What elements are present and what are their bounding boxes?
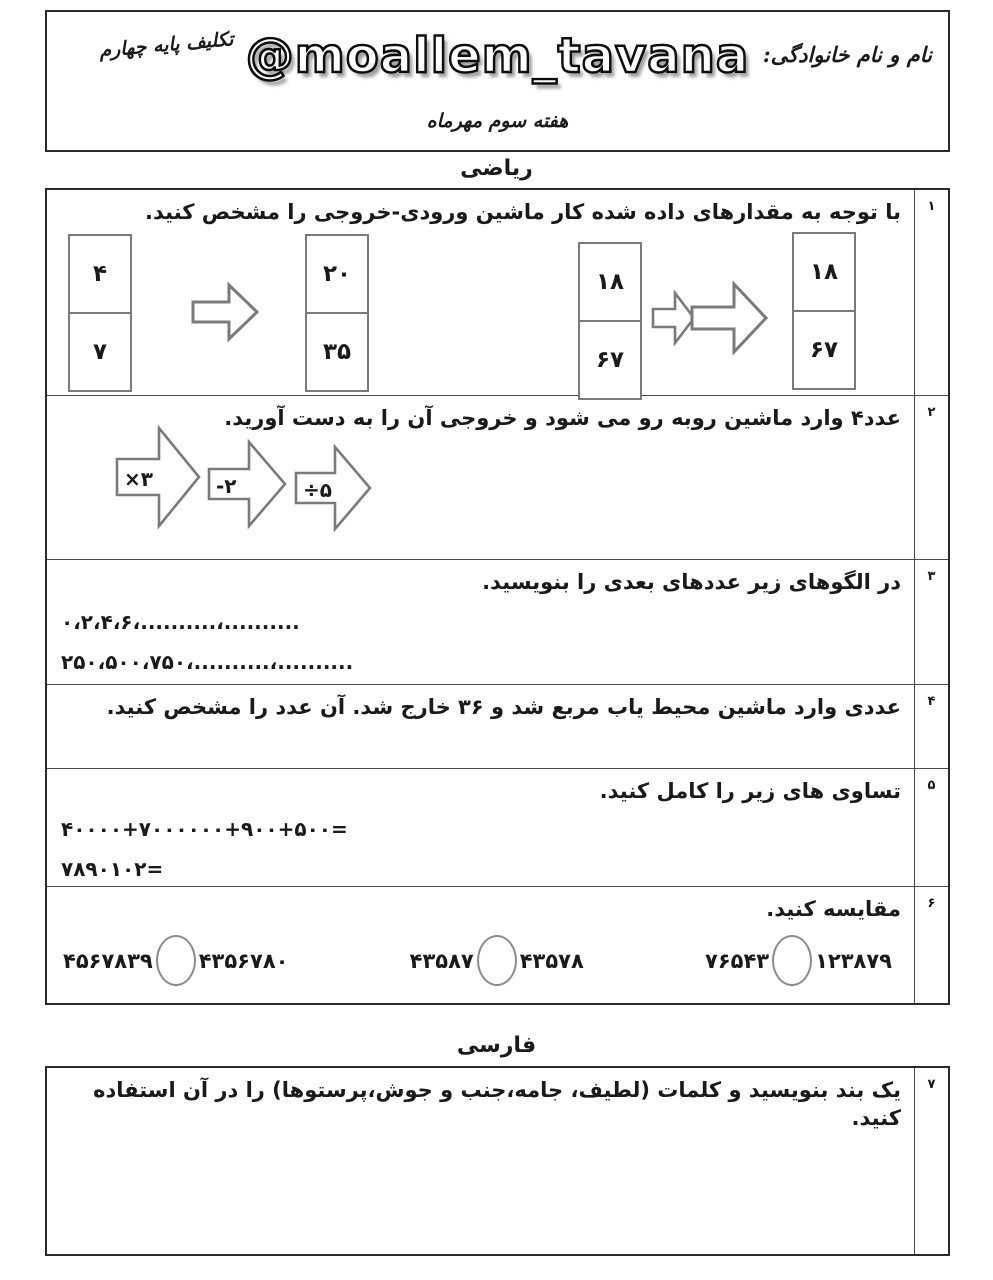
brand-watermark: @moallem_tavana xyxy=(245,28,750,84)
comparison-pair xyxy=(63,935,288,986)
question-row-6 xyxy=(47,886,948,1003)
question-7-text: یک بند بنویسید و کلمات (لطیف، جامه،جنب و جوش،پرستوها) را در آن استفاده کنید. xyxy=(93,1078,901,1131)
question-2-number: ۲ xyxy=(914,396,948,559)
machine2-output-cell: ۱۸ xyxy=(792,232,856,312)
question-4-content xyxy=(47,685,914,768)
operation-arrow-minus xyxy=(207,438,287,534)
math-question-table xyxy=(45,188,950,1005)
question-4-number: ۴ xyxy=(914,685,948,768)
comparison-number: ۴۳۵۶۷۸۰ xyxy=(198,948,289,973)
equation-line-1: ۴۰۰۰۰+۷۰۰۰۰۰۰+۹۰۰+۵۰۰= xyxy=(61,817,348,841)
question-6-text: مقایسه کنید. xyxy=(766,897,901,921)
machine1-input-stack xyxy=(68,234,132,392)
machine1-input-cell: ۴ xyxy=(68,234,132,314)
question-7-number: ۷ xyxy=(914,1068,948,1254)
math-section-title: ریاضی xyxy=(460,156,533,181)
number-pattern-1: ۰،۲،۴،۶،..........،.......... xyxy=(61,610,300,634)
question-2-content xyxy=(47,396,914,559)
question-3-text: در الگوهای زیر عددهای بعدی را بنویسید. xyxy=(482,570,901,594)
machine2-input-cell: ۶۷ xyxy=(578,320,642,400)
number-pattern-2: ۲۵۰،۵۰۰،۷۵۰،..........،.......... xyxy=(61,650,354,674)
question-1-content xyxy=(47,190,914,395)
machine2-arrow-icon xyxy=(690,280,768,360)
comparison-answer-circle xyxy=(477,935,517,986)
machine1-output-stack xyxy=(305,234,369,392)
machine1-output-cell: ۳۵ xyxy=(305,312,369,392)
machine1-input-cell: ۷ xyxy=(68,312,132,392)
operation-label: ×۳ xyxy=(124,467,153,491)
equation-line-2: ۷۸۹۰۱۰۲= xyxy=(61,857,164,881)
operation-label: ÷۵ xyxy=(303,478,332,502)
comparison-number: ۷۶۵۴۳ xyxy=(705,948,770,973)
comparison-pair xyxy=(410,935,584,986)
comparison-line xyxy=(63,935,892,986)
question-1-text: با توجه به مقدارهای داده شده کار ماشین ورودی-خروجی را مشخص کنید. xyxy=(145,200,901,224)
comparison-number: ۱۲۳۸۷۹ xyxy=(815,948,892,973)
week-subtitle: هفته سوم مهرماه xyxy=(426,110,569,132)
question-3-content xyxy=(47,560,914,684)
question-row-2 xyxy=(47,395,948,559)
question-4-text: عددی وارد ماشین محیط یاب مربع شد و ۳۶ خارج شد. آن عدد را مشخص کنید. xyxy=(106,695,901,719)
operation-arrow-multiply xyxy=(115,424,201,534)
machine1-arrow-icon xyxy=(191,282,259,346)
question-3-number: ۳ xyxy=(914,560,948,684)
comparison-answer-circle xyxy=(772,935,812,986)
machine2-input-cell: ۱۸ xyxy=(578,242,642,322)
comparison-answer-circle xyxy=(156,935,196,986)
question-2-text: عدد۴ وارد ماشین روبه رو می شود و خروجی آن را به دست آورید. xyxy=(224,406,901,430)
farsi-question-table xyxy=(45,1066,950,1256)
operation-arrow-divide xyxy=(294,443,372,537)
question-5-text: تساوی های زیر را کامل کنید. xyxy=(599,779,901,803)
student-name-label: نام و نام خانوادگی: xyxy=(762,42,932,67)
question-row-4 xyxy=(47,684,948,768)
machine2-output-stack xyxy=(792,232,856,390)
question-row-1 xyxy=(47,190,948,395)
question-5-content xyxy=(47,769,914,886)
machine1-output-cell: ۲۰ xyxy=(305,234,369,314)
question-7-content xyxy=(47,1068,914,1254)
farsi-section-title: فارسی xyxy=(456,1033,537,1058)
comparison-number: ۴۵۶۷۸۳۹ xyxy=(63,948,153,973)
question-row-5 xyxy=(47,768,948,886)
machine2-output-cell: ۶۷ xyxy=(792,310,856,390)
question-row-7 xyxy=(47,1068,948,1254)
question-6-content xyxy=(47,887,914,1003)
machine2-input-stack xyxy=(578,242,642,400)
operation-label: -۲ xyxy=(216,474,237,498)
question-5-number: ۵ xyxy=(914,769,948,886)
header-box xyxy=(45,10,950,152)
assignment-grade-label: تکلیف پایه چهارم xyxy=(98,28,235,62)
question-row-3 xyxy=(47,559,948,684)
comparison-number: ۴۳۵۸۷ xyxy=(409,948,474,973)
comparison-number: ۴۳۵۷۸ xyxy=(519,948,584,973)
question-1-number: ۱ xyxy=(914,190,948,395)
question-6-number: ۶ xyxy=(914,887,948,1003)
comparison-pair xyxy=(705,935,892,986)
